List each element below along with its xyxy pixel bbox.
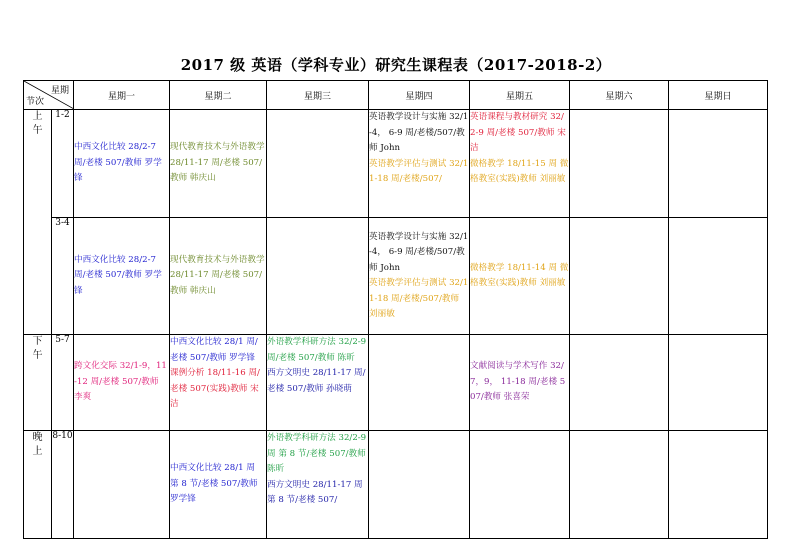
course-entry: 中西文化比较 28/1 周/老楼 507/教师 罗学锋 xyxy=(170,337,258,363)
cell-wed-3-4 xyxy=(267,218,369,335)
cell-mon-1-2 xyxy=(74,110,170,218)
cell-tue-3-4 xyxy=(170,218,267,335)
cell-mon-8-10 xyxy=(74,431,170,539)
cell-sun-1-2 xyxy=(669,110,768,218)
cell-sat-5-7 xyxy=(570,335,669,431)
header-day-tue: 星期二 xyxy=(170,81,267,110)
course-entry: 现代教育技术与外语教学 28/11-17 周/老楼 507/教师 韩庆山 xyxy=(170,142,265,184)
course-entry: 文献阅读与学术写作 32/7，9， 11-18 周/老楼 507/教师 张喜荣 xyxy=(470,361,566,403)
course-entry: 外语教学科研方法 32/2-9 周/老楼 507/教师 陈昕 xyxy=(267,337,367,363)
cell-mon-5-7 xyxy=(74,335,170,431)
course-entry: 中西文化比较 28/2-7 周/老楼 507/教师 罗学锋 xyxy=(74,254,162,296)
header-day-mon: 星期一 xyxy=(74,81,170,110)
cell-sun-3-4 xyxy=(669,218,768,335)
course-entry: 中西文化比较 28/1 周 第 8 节/老楼 507/教师 罗学锋 xyxy=(170,463,258,505)
cell-fri-5-7 xyxy=(470,335,570,431)
cell-fri-1-2 xyxy=(470,110,570,218)
table-row-3-4 xyxy=(24,218,768,335)
cell-sat-1-2 xyxy=(570,110,669,218)
course-entry: 英语教学评估与测试 32/11-18 周/老楼/507/教师 刘丽敏 xyxy=(369,278,469,319)
table-row-1-2 xyxy=(24,110,768,218)
course-entry: 英语教学设计与实施 32/1-4， 6-9 周/老楼/507/教师 John xyxy=(369,112,469,153)
cell-fri-3-4 xyxy=(470,218,570,335)
header-day-fri: 星期五 xyxy=(470,81,570,110)
course-entry: 课例分析 18/11-16 周/老楼 507(实践)教师 宋洁 xyxy=(170,368,260,409)
header-day-sun: 星期日 xyxy=(669,81,768,110)
schedule-title: 2017 级 英语（学科专业）研究生课程表（2017-2018-2） xyxy=(180,56,612,74)
cell-thu-8-10 xyxy=(369,431,470,539)
slot-label: 1-2 xyxy=(52,110,74,218)
header-corner xyxy=(24,81,74,110)
course-entry: 现代教育技术与外语教学 28/11-17 周/老楼 507/教师 韩庆山 xyxy=(170,254,265,296)
cell-sun-5-7 xyxy=(669,335,768,431)
header-row xyxy=(24,81,768,110)
course-entry: 英语教学设计与实施 32/1-4， 6-9 周/老楼/507/教师 John xyxy=(369,231,469,273)
period-evening: 晚 上 xyxy=(24,431,52,539)
slot-label: 3-4 xyxy=(52,218,74,335)
course-entry: 外语教学科研方法 32/2-9 周 第 8 节/老楼 507/教师 陈昕 xyxy=(267,433,367,474)
header-day-sat: 星期六 xyxy=(570,81,669,110)
course-entry: 西方文明史 28/11-17 周 第 8 节/老楼 507/ xyxy=(267,479,363,505)
cell-thu-3-4 xyxy=(369,218,470,335)
cell-sat-8-10 xyxy=(570,431,669,539)
course-entry: 英语课程与教材研究 32/2-9 周/老楼 507/教师 宋洁 xyxy=(470,112,566,153)
cell-sun-8-10 xyxy=(669,431,768,539)
header-day-wed: 星期三 xyxy=(267,81,369,110)
cell-fri-8-10 xyxy=(470,431,570,539)
cell-tue-8-10 xyxy=(170,431,267,539)
cell-wed-1-2 xyxy=(267,110,369,218)
cell-thu-5-7 xyxy=(369,335,470,431)
slot-label: 8-10 xyxy=(52,431,74,539)
course-entry: 微格教学 18/11-15 周 微格教室(实践)教师 刘丽敏 xyxy=(470,158,569,184)
course-entry: 中西文化比较 28/2-7 周/老楼 507/教师 罗学锋 xyxy=(74,142,162,184)
period-morning: 上 午 xyxy=(24,110,52,335)
cell-thu-1-2 xyxy=(369,110,470,218)
table-row-5-7 xyxy=(24,335,768,431)
cell-wed-5-7 xyxy=(267,335,369,431)
slot-label: 5-7 xyxy=(52,335,74,431)
header-day-thu: 星期四 xyxy=(369,81,470,110)
period-afternoon: 下 午 xyxy=(24,335,52,431)
cell-tue-5-7 xyxy=(170,335,267,431)
cell-sat-3-4 xyxy=(570,218,669,335)
corner-weekday-label: 星期 xyxy=(50,86,69,96)
course-entry: 跨文化交际 32/1-9，11-12 周/老楼 507/教师 李爽 xyxy=(74,361,167,403)
course-schedule-table xyxy=(23,80,768,539)
course-entry: 英语教学评估与测试 32/11-18 周/老楼/507/ xyxy=(369,158,469,184)
cell-mon-3-4 xyxy=(74,218,170,335)
course-entry: 西方文明史 28/11-17 周/老楼 507/教师 孙晓萌 xyxy=(267,368,366,394)
table-row-8-10 xyxy=(24,431,768,539)
cell-tue-1-2 xyxy=(170,110,267,218)
corner-period-label: 节次 xyxy=(26,97,45,107)
cell-wed-8-10 xyxy=(267,431,369,539)
course-entry: 微格教学 18/11-14 周 微格教室(实践)教师 刘丽敏 xyxy=(470,262,569,288)
